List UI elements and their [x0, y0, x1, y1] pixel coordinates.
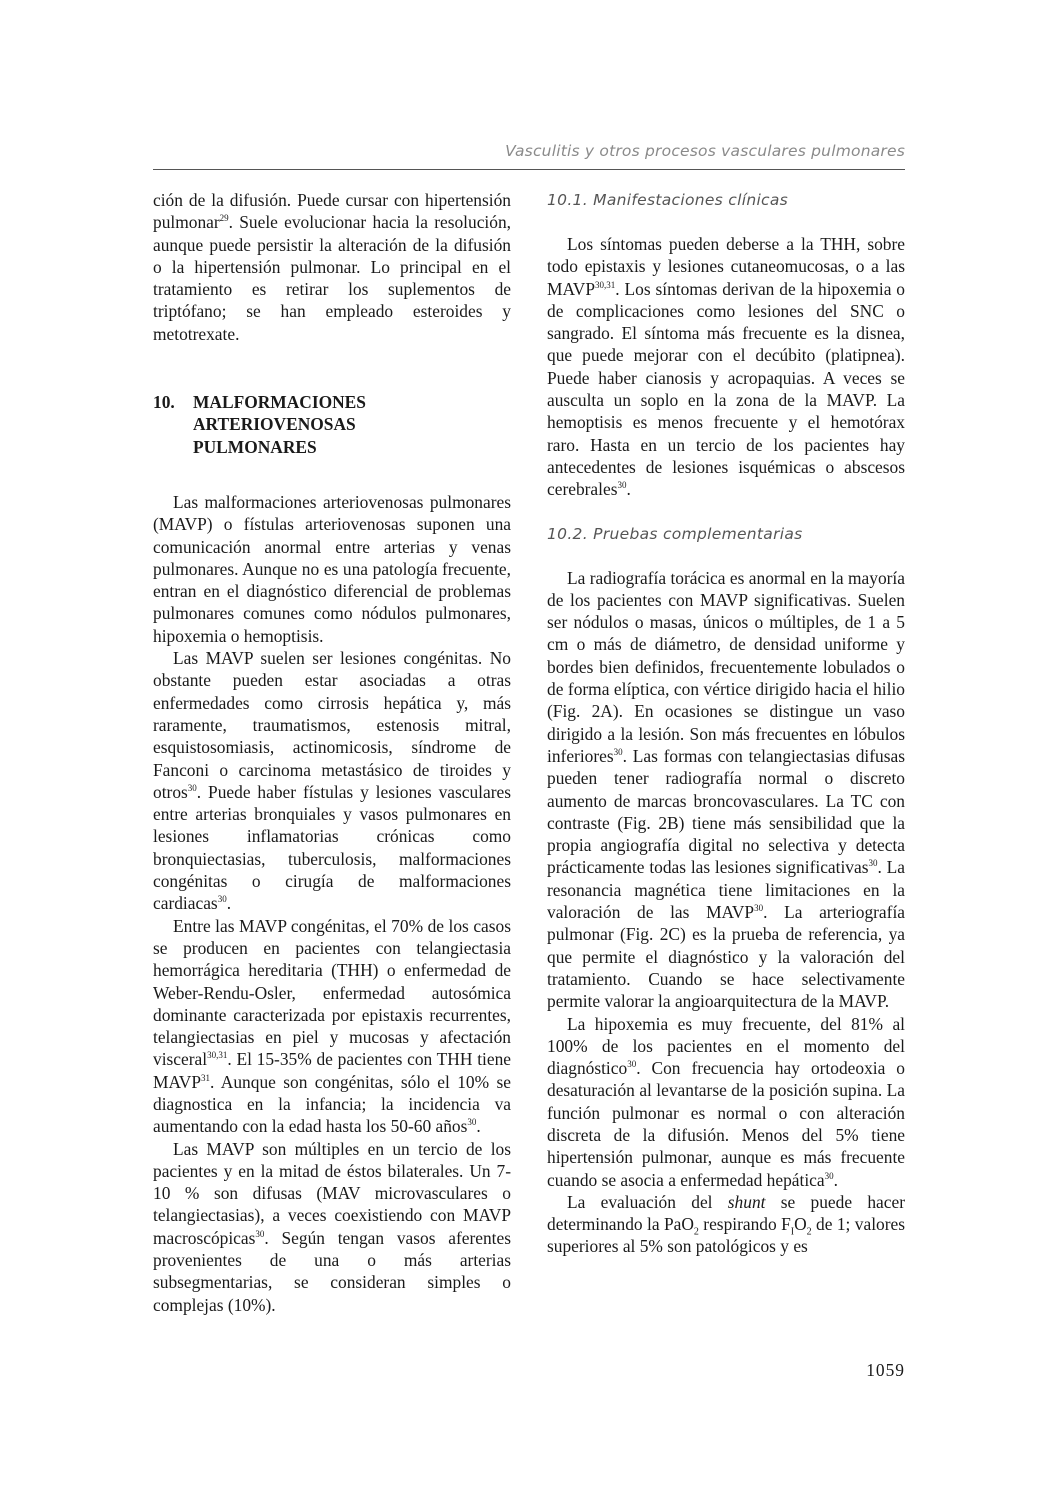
body-paragraph: Las MAVP son múltiples en un tercio de los pacientes y en la mitad de éstos bilaterales. Un 7-10 % son difusas (MAV microvasculares o telangiectasias), a veces coexistiendo con MAVP macroscópicas$^{30}$. Según tengan vasos aferentes provenientes de una o más arterias subsegmentarias, se consideran simples o complejas (10%). — [153, 1138, 511, 1315]
section-number: 10. — [153, 392, 175, 413]
section-title: 10. MALFORMACIONES ARTERIOVENOSAS PULMONARES — [153, 392, 366, 457]
left-column — [153, 189, 511, 1316]
body-paragraph: Las MAVP suelen ser lesiones congénitas. No obstante pueden estar asociadas a otras enfermedades como cirrosis hepática y, más raramente, traumatismos, estenosis mitral, esquistosomiasis, actinomicosis, síndrome de Fanconi o carcinoma metastásico de tiroides y otros$^{30}$. Puede haber fístulas y lesiones vasculares entre arterias bronquiales y vasos pulmonares en lesiones inflamatorias crónicas como bronquiectasias, tuberculosis, malformaciones congénitas o cirugía de malformaciones cardiacas$^{30}$. — [153, 648, 511, 914]
intro-paragraph: ción de la difusión. Puede cursar con hipertensión pulmonar$^{29}$. Suele evolucionar hacia la resolución, aunque puede persistir la alteración de la difusión o la hipertensión pulmonar. Lo principal en el tratamiento es retirar los suplementos de triptófano; se han empleado esteroides y metotrexate. — [153, 190, 511, 344]
body-paragraph: La evaluación del shunt se puede hacer determinando la PaO$_2$ respirando $F_IO_2$ de 1; valores superiores al 5% son patológicos y es — [547, 1191, 906, 1257]
body-paragraph: La hipoxemia es muy frecuente, del 81% al 100% de los pacientes en el momento del diagnóstico$^{30}$. Con frecuencia hay ortodeoxia o desaturación al levantarse de la posición supina. La función pulmonar es normal o con alteración discreta de la difusión. Menos del 5% tiene hipertensión pulmonar, aunque es más frecuente cuando se asocia a enfermedad hepática$^{30}$. — [547, 1013, 905, 1190]
header-rule — [153, 169, 905, 170]
subsection-title: 10.1. Manifestaciones clínicas — [547, 191, 789, 209]
body-paragraph: Entre las MAVP congénitas, el 70% de los casos se producen en pacientes con telangiectasia hemorrágica hereditaria (THH) o enfermedad de Weber-Rendu-Osler, enfermedad autosómica dominante caracterizada por epistaxis recurrentes, telangiectasias en piel y mucosas y afectación visceral$^{30,31}$. El 15-35% de pacientes con THH tiene MAVP$^{31}$. Aunque son congénitas, sólo el 10% se diagnostica en la infancia; la incidencia va aumentando con la edad hasta los 50-60 años$^{30}$. — [153, 915, 511, 1137]
page-number: 1059 — [866, 1360, 905, 1380]
body-paragraph: Las malformaciones arteriovenosas pulmonares (MAVP) o fístulas arteriovenosas suponen una comunicación anormal entre arterias y venas pulmonares. Aunque no es una patología frecuente, entran en el diagnóstico diferencial de problemas pulmonares comunes como nódulos pulmonares, hipoxemia o hemoptisis. — [153, 491, 511, 646]
running-head: Vasculitis y otros procesos vasculares pulmonares — [505, 142, 905, 160]
subsection-title: 10.2. Pruebas complementarias — [547, 524, 803, 543]
body-paragraph: La radiografía torácica es anormal en la mayoría de los pacientes con MAVP significativas. Suelen ser nódulos o masas, únicos o múltiples, de 1 a 5 cm o más de diámetro, de densidad uniforme y bordes bien definidos, frecuentemente lobulados o de forma elíptica, con vértice dirigido hacia el hilio (Fig. 2A). En ocasiones se distingue un vaso dirigido a la lesión. Son más frecuentes en lóbulos inferiores$^{30}$. Las formas con telangiectasias difusas pueden tener radiografía normal o discreto aumento de marcas broncovasculares. La TC con contraste (Fig. 2B) tiene más sensibilidad que la propia angiografía digital no selectiva y detecta prácticamente todas las lesiones significativas$^{30}$. La resonancia magnética tiene limitaciones en la valoración de las MAVP$^{30}$. La arteriografía pulmonar (Fig. 2C) es la prueba de referencia, ya que permite el diagnóstico y la valoración del tratamiento. Cuando se hace selectivamente permite valorar la angioarquitectura de la MAVP. — [547, 567, 905, 1012]
body-paragraph: Los síntomas pueden deberse a la THH, sobre todo epistaxis y lesiones cutaneomucosas, o a las MAVP$^{30,31}$. Los síntomas derivan de la hipoxemia o de complicaciones como lesiones del SNC o sangrado. El síntoma más frecuente es la disnea, que puede mejorar con el decúbito (platipnea). Puede haber cianosis y acropaquias. A veces se ausculta un soplo en la zona de la MAVP. La hemoptisis es menos frecuente y el hemotórax raro. Hasta en un tercio de los pacientes hay antecedentes de lesiones isquémicas o abscesos cerebrales$^{30}$. — [547, 234, 905, 500]
right-column — [547, 189, 905, 1258]
